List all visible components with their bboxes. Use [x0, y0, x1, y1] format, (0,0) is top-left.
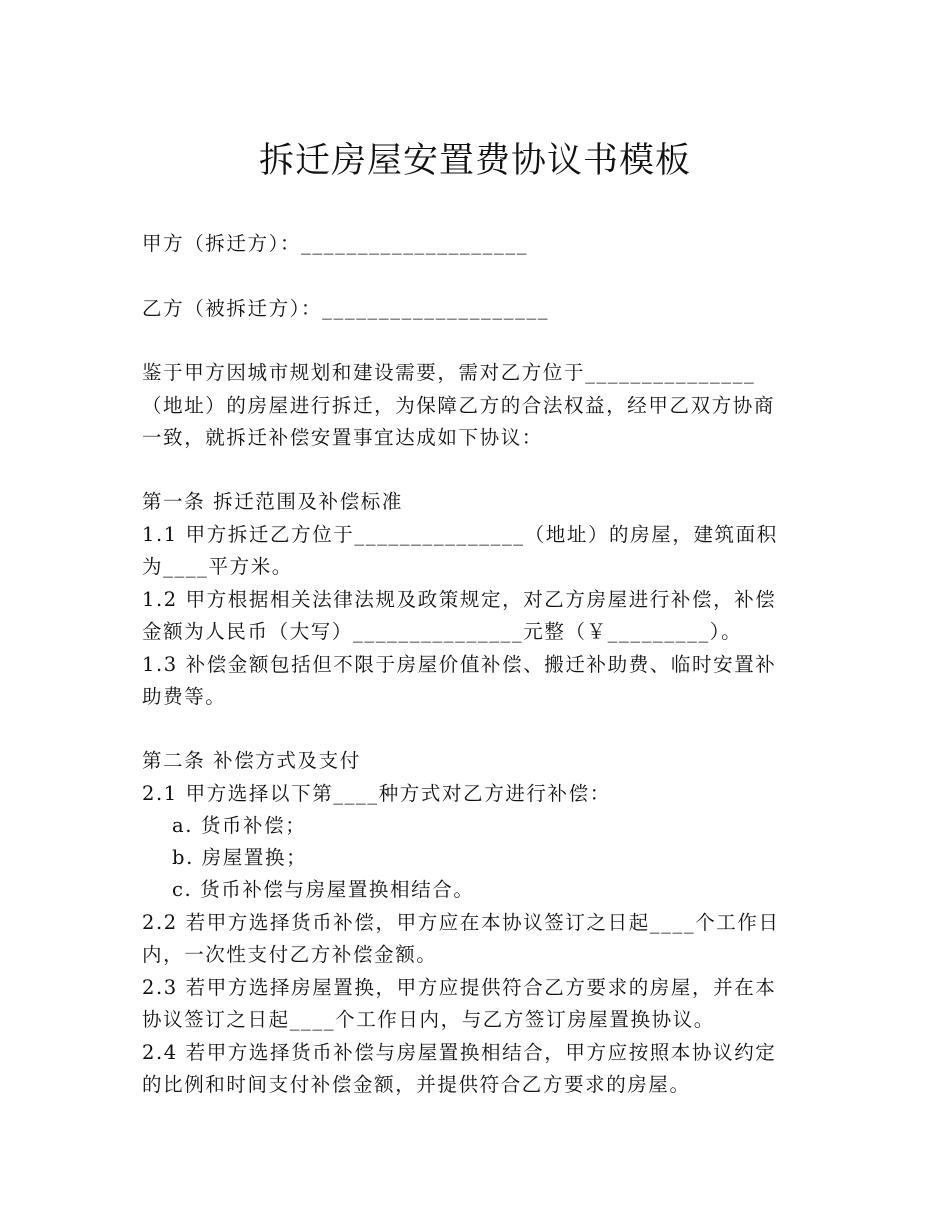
document-title: 拆迁房屋安置费协议书模板	[258, 141, 691, 181]
clause-1-2-line-1: 1.2 甲方根据相关法律法规及政策规定，对乙方房屋进行补偿，补偿	[142, 588, 777, 611]
article-2-heading: 第二条 补偿方式及支付	[142, 749, 361, 772]
clause-2-3-line-1: 2.3 若甲方选择房屋置换，甲方应提供符合乙方要求的房屋，并在本	[142, 976, 777, 999]
clause-2-2-line-2: 内，一次性支付乙方补偿金额。	[142, 943, 438, 966]
clause-2-3-line-2: 协议签订之日起____个工作日内，与乙方签订房屋置换协议。	[142, 1008, 715, 1031]
option-c: c. 货币补偿与房屋置换相结合。	[172, 878, 475, 901]
clause-2-2-line-1: 2.2 若甲方选择货币补偿，甲方应在本协议签订之日起____个工作日	[142, 911, 780, 934]
clause-2-4-line-1: 2.4 若甲方选择货币补偿与房屋置换相结合，甲方应按照本协议约定	[142, 1041, 777, 1064]
option-a: a. 货币补偿；	[172, 814, 307, 837]
preamble-line-2: （地址）的房屋进行拆迁，为保障乙方的合法权益，经甲乙双方协商	[142, 394, 776, 417]
clause-1-3-line-2: 助费等。	[142, 685, 227, 708]
option-b: b. 房屋置换；	[172, 846, 308, 869]
preamble-line-3: 一致，就拆迁补偿安置事宜达成如下协议：	[142, 426, 543, 449]
clause-1-1-line-2: 为____平方米。	[142, 555, 293, 578]
clause-2-4-line-2: 的比例和时间支付补偿金额，并提供符合乙方要求的房屋。	[142, 1073, 691, 1096]
preamble-line-1: 鉴于甲方因城市规划和建设需要，需对乙方位于_______________	[142, 361, 756, 384]
clause-2-1: 2.1 甲方选择以下第____种方式对乙方进行补偿：	[142, 782, 611, 805]
party-b-line: 乙方（被拆迁方）：____________________	[142, 297, 550, 320]
article-1-heading: 第一条 拆迁范围及补偿标准	[142, 490, 403, 513]
party-a-line: 甲方（拆迁方）：____________________	[142, 232, 529, 255]
clause-1-3-line-1: 1.3 补偿金额包括但不限于房屋价值补偿、搬迁补助费、临时安置补	[142, 653, 777, 676]
clause-1-1-line-1: 1.1 甲方拆迁乙方位于_______________（地址）的房屋，建筑面积	[142, 523, 778, 546]
clause-1-2-line-2: 金额为人民币（大写）_______________元整（￥_________）。	[142, 620, 743, 643]
